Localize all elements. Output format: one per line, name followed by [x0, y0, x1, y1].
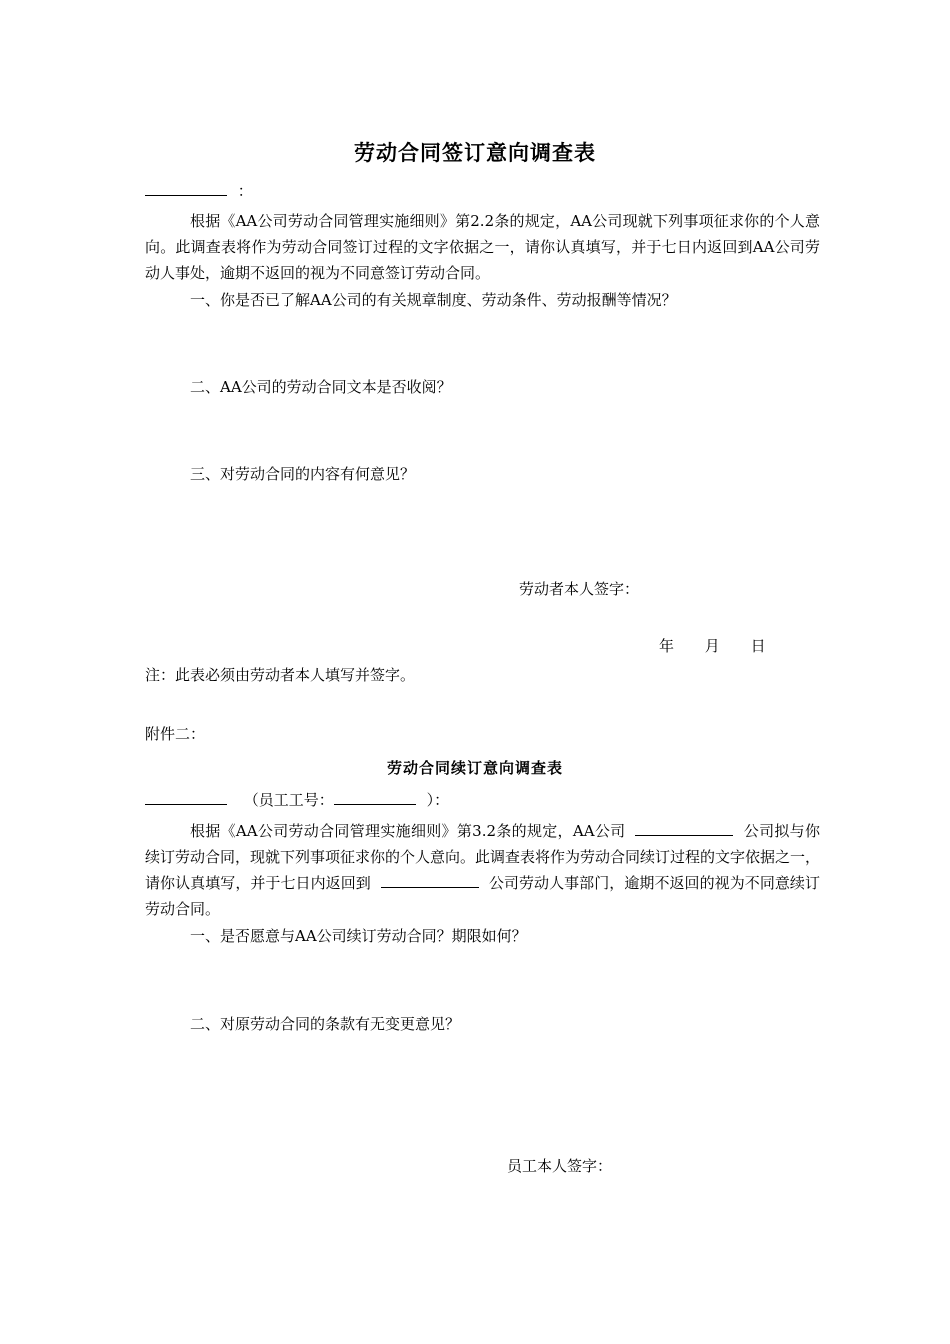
attachment-label: 附件二：	[145, 725, 206, 743]
name-blank[interactable]	[145, 178, 227, 196]
return-company-blank[interactable]	[381, 870, 479, 888]
form2-question-2: 二、对原劳动合同的条款有无变更意见？	[190, 1015, 461, 1033]
form2-question-1: 一、是否愿意与AA公司续订劳动合同？期限如何？	[190, 927, 527, 945]
form2-salutation: （员工工号： ）：	[145, 787, 449, 813]
date-day: 日	[750, 637, 766, 655]
form1-question-1: 一、你是否已了解AA公司的有关规章制度、劳动条件、劳动报酬等情况？	[190, 291, 677, 309]
company-name-blank[interactable]	[635, 818, 733, 836]
form1-signature-label: 劳动者本人签字：	[519, 580, 640, 598]
form1-question-3: 三、对劳动合同的内容有何意见？	[190, 465, 416, 483]
form1-question-2: 二、AA公司的劳动合同文本是否收阅？	[190, 378, 452, 396]
form2-intro: 根据《AA公司劳动合同管理实施细则》第3.2条的规定，AA公司 公司拟与你续订劳动合同，现就下列事项征求你的个人意向。此调查表将作为劳动合同续订过程的文字依据之一，请你认真填写，并于七日内返回到 公司劳动人事部门，逾期不返回的视为不同意续订劳动合同。	[145, 818, 820, 922]
form1-title: 劳动合同签订意向调查表	[354, 141, 596, 165]
employee-number-blank[interactable]	[334, 787, 416, 805]
date-month: 月	[704, 637, 720, 655]
form1-note: 注：此表必须由劳动者本人填写并签字。	[145, 666, 416, 684]
employee-name-blank[interactable]	[145, 787, 227, 805]
form1-salutation: ：	[145, 178, 253, 204]
form1-date	[659, 633, 792, 659]
form2-title: 劳动合同续订意向调查表	[386, 759, 563, 777]
date-year: 年	[659, 637, 675, 655]
form2-signature-label: 员工本人签字：	[507, 1157, 613, 1175]
form1-intro: 根据《AA公司劳动合同管理实施细则》第2.2条的规定，AA公司现就下列事项征求你的个人意向。此调查表将作为劳动合同签订过程的文字依据之一，请你认真填写，并于七日内返回到AA公司劳动人事处，逾期不返回的视为不同意签订劳动合同。	[145, 212, 820, 282]
